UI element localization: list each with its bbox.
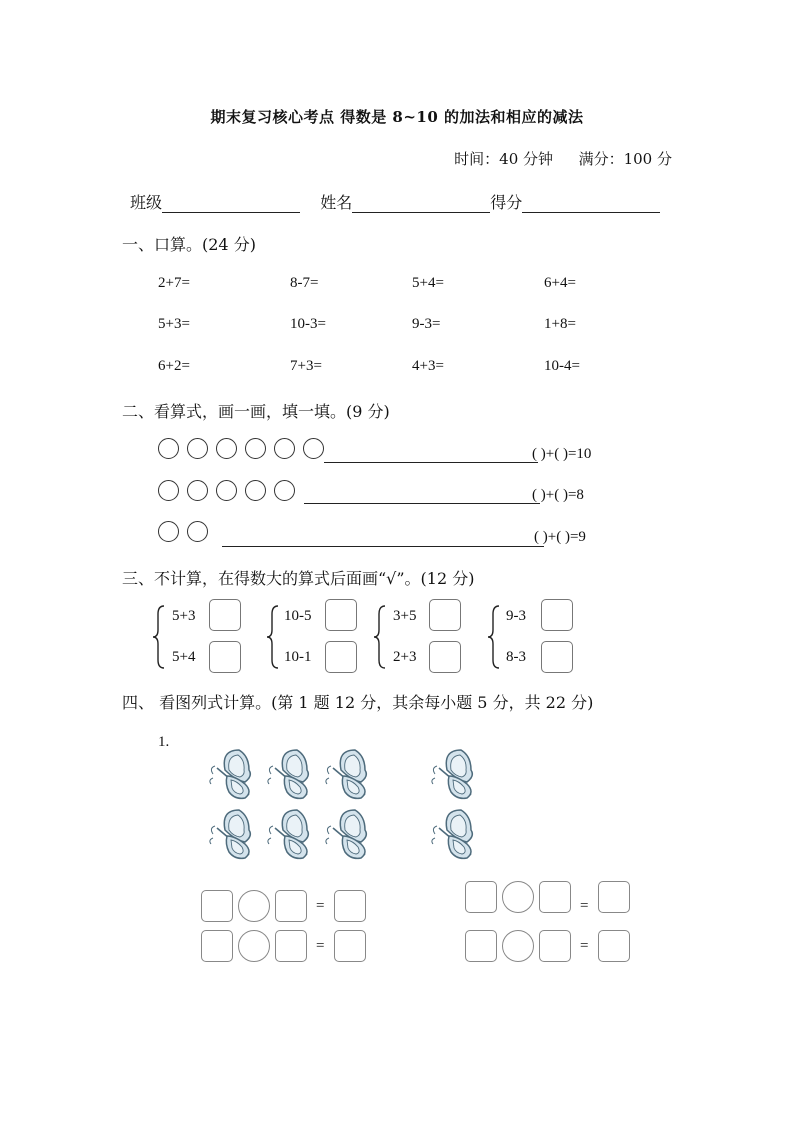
oral-question: 10-4=: [544, 358, 580, 374]
oral-question: 7+3=: [290, 358, 322, 374]
compare-expression: 5+4: [172, 649, 196, 665]
oral-question: 6+2=: [158, 358, 190, 374]
oral-question: 2+7=: [158, 275, 190, 291]
score-field[interactable]: [522, 194, 660, 213]
circle-shape: [187, 480, 208, 501]
number-box[interactable]: [465, 930, 497, 962]
student-info-row: [130, 190, 660, 213]
score-label: 得分: [490, 193, 523, 212]
circle-shape: [245, 438, 266, 459]
butterfly-icon: [427, 806, 479, 862]
number-box[interactable]: [275, 890, 307, 922]
butterfly-icon: [321, 746, 373, 802]
compare-expression: 10-1: [284, 649, 312, 665]
section3-heading: 三、不计算，在得数大的算式后面画“√”。(12 分): [122, 569, 475, 588]
operator-circle[interactable]: [238, 930, 270, 962]
drawing-line[interactable]: [222, 546, 544, 547]
brace-icon: [152, 604, 166, 670]
operator-circle[interactable]: [238, 890, 270, 922]
circle-shape: [158, 438, 179, 459]
section1-heading: 一、口算。(24 分): [122, 235, 256, 254]
result-box[interactable]: [598, 881, 630, 913]
page-title: 期末复习核心考点 得数是 8~10 的加法和相应的减法: [210, 108, 584, 126]
butterfly-icon: [263, 806, 315, 862]
oral-question: 5+3=: [158, 316, 190, 332]
compare-expression: 5+3: [172, 608, 196, 624]
equals-sign: =: [580, 898, 589, 914]
butterfly-icon: [205, 806, 257, 862]
full-score: 满分：100 分: [578, 150, 672, 168]
circle-shape: [274, 438, 295, 459]
brace-icon: [373, 604, 387, 670]
equation-blank[interactable]: ( )+( )=10: [532, 446, 592, 462]
circle-shape: [187, 438, 208, 459]
number-box[interactable]: [275, 930, 307, 962]
butterfly-icon: [205, 746, 257, 802]
butterfly-icon: [321, 806, 373, 862]
name-field[interactable]: [352, 194, 490, 213]
check-box[interactable]: [209, 599, 241, 631]
circle-shape: [274, 480, 295, 501]
class-label: 班级: [130, 193, 163, 212]
oral-question: 1+8=: [544, 316, 576, 332]
oral-question: 10-3=: [290, 316, 326, 332]
result-box[interactable]: [598, 930, 630, 962]
number-box[interactable]: [201, 890, 233, 922]
compare-expression: 9-3: [506, 608, 526, 624]
circle-shape: [245, 480, 266, 501]
section4-heading: 四、 看图列式计算。(第 1 题 12 分，其余每小题 5 分，共 22 分): [122, 693, 594, 712]
circle-shape: [158, 521, 179, 542]
number-box[interactable]: [539, 930, 571, 962]
check-box[interactable]: [209, 641, 241, 673]
exam-meta: [454, 148, 672, 169]
equals-sign: =: [316, 938, 325, 954]
oral-question: 9-3=: [412, 316, 441, 332]
item-number: 1.: [158, 734, 170, 750]
check-box[interactable]: [541, 641, 573, 673]
operator-circle[interactable]: [502, 881, 534, 913]
compare-expression: 3+5: [393, 608, 417, 624]
check-box[interactable]: [429, 599, 461, 631]
compare-expression: 10-5: [284, 608, 312, 624]
circle-shape: [303, 438, 324, 459]
result-box[interactable]: [334, 890, 366, 922]
circle-shape: [158, 480, 179, 501]
class-field[interactable]: [162, 194, 300, 213]
equals-sign: =: [316, 898, 325, 914]
circle-shape: [187, 521, 208, 542]
drawing-line[interactable]: [324, 462, 538, 463]
compare-expression: 8-3: [506, 649, 526, 665]
name-label: 姓名: [320, 193, 353, 212]
operator-circle[interactable]: [502, 930, 534, 962]
drawing-line[interactable]: [304, 503, 540, 504]
oral-question: 4+3=: [412, 358, 444, 374]
number-box[interactable]: [201, 930, 233, 962]
section2-heading: 二、看算式，画一画，填一填。(9 分): [122, 402, 390, 421]
equation-blank[interactable]: ( )+( )=9: [534, 529, 586, 545]
brace-icon: [266, 604, 280, 670]
result-box[interactable]: [334, 930, 366, 962]
number-box[interactable]: [539, 881, 571, 913]
equals-sign: =: [580, 938, 589, 954]
oral-question: 5+4=: [412, 275, 444, 291]
time-limit: 时间：40 分钟: [454, 150, 554, 168]
number-box[interactable]: [465, 881, 497, 913]
check-box[interactable]: [325, 599, 357, 631]
check-box[interactable]: [429, 641, 461, 673]
butterfly-icon: [427, 746, 479, 802]
compare-expression: 2+3: [393, 649, 417, 665]
oral-question: 6+4=: [544, 275, 576, 291]
circle-shape: [216, 480, 237, 501]
check-box[interactable]: [325, 641, 357, 673]
oral-question: 8-7=: [290, 275, 319, 291]
check-box[interactable]: [541, 599, 573, 631]
equation-blank[interactable]: ( )+( )=8: [532, 487, 584, 503]
circle-shape: [216, 438, 237, 459]
brace-icon: [487, 604, 501, 670]
butterfly-icon: [263, 746, 315, 802]
